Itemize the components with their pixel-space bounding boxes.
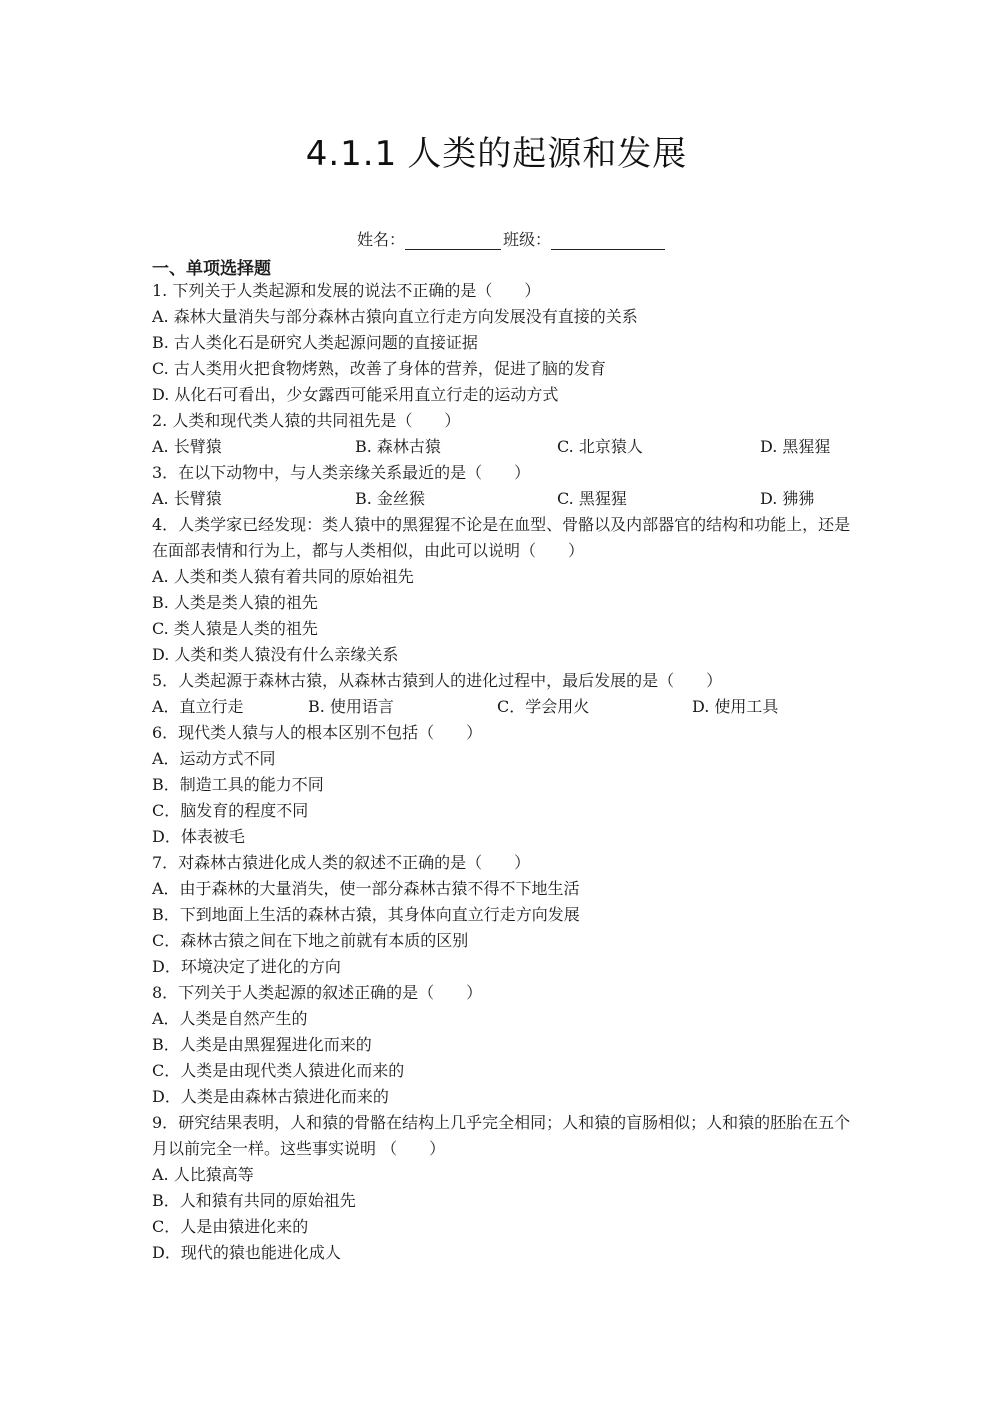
q8-option-d: D．人类是由森林古猿进化而来的 [152,1087,389,1106]
q1-option-a: A. 森林大量消失与部分森林古猿向直立行走方向发展没有直接的关系 [152,307,638,326]
q9-option-c: C．人是由猿进化来的 [152,1217,309,1236]
q3-option-d: D. 狒狒 [760,489,815,508]
question-stem-8: 8．下列关于人类起源的叙述正确的是（ ） [152,983,483,1002]
q6-option-c: C．脑发育的程度不同 [152,801,309,820]
q9-option-a: A. 人比猿高等 [152,1165,254,1184]
q9-option-b: B．人和猿有共同的原始祖先 [152,1191,356,1210]
q2-option-a: A. 长臂猿 [152,437,222,456]
q4-option-c: C. 类人猿是人类的祖先 [152,619,318,638]
q4-option-b: B. 人类是类人猿的祖先 [152,593,318,612]
name-label: 姓名： [357,230,406,249]
page-title [0,126,993,175]
q2-options-row [152,434,852,460]
q7-option-a: A．由于森林的大量消失，使一部分森林古猿不得不下地生活 [152,879,580,898]
title-number: 4.1.1 [305,134,398,174]
q3-options-row [152,486,852,512]
q6-option-d: D．体表被毛 [152,827,245,846]
q8-option-a: A．人类是自然产生的 [152,1009,308,1028]
question-stem-3: 3．在以下动物中，与人类亲缘关系最近的是（ ） [152,463,531,482]
q8-option-b: B．人类是由黑猩猩进化而来的 [152,1035,372,1054]
q7-option-b: B．下到地面上生活的森林古猿，其身体向直立行走方向发展 [152,905,580,924]
question-stem-5: 5．人类起源于森林古猿，从森林古猿到人的进化过程中，最后发展的是（ ） [152,671,723,690]
question-stem-7: 7．对森林古猿进化成人类的叙述不正确的是（ ） [152,853,531,872]
q1-option-d: D. 从化石可看出，少女露西可能采用直立行走的运动方式 [152,385,559,404]
q5-option-d: D. 使用工具 [692,697,779,716]
q1-option-b: B. 古人类化石是研究人类起源问题的直接证据 [152,333,478,352]
q4-option-a: A. 人类和类人猿有着共同的原始祖先 [152,567,414,586]
q5-option-b: B. 使用语言 [308,697,394,716]
name-blank[interactable] [405,231,501,250]
q2-option-c: C. 北京猿人 [557,437,643,456]
question-stem-4: 4．人类学家已经发现：类人猿中的黑猩猩不论是在血型、骨骼以及内部器官的结构和功能上，还是在面部表情和行为上，都与人类相似，由此可以说明（ ） [152,515,851,560]
question-stem-1: 1. 下列关于人类起源和发展的说法不正确的是（ ） [152,281,541,300]
q7-option-c: C．森林古猿之间在下地之前就有本质的区别 [152,931,469,950]
section-title: 一、单项选择题 [152,259,271,279]
q9-option-d: D．现代的猿也能进化成人 [152,1243,341,1262]
q2-option-b: B. 森林古猿 [355,437,441,456]
question-stem-6: 6．现代类人猿与人的根本区别不包括（ ） [152,723,483,742]
question-stem-2: 2. 人类和现代类人猿的共同祖先是（ ） [152,411,461,430]
question-stem-9: 9．研究结果表明，人和猿的骨骼在结构上几乎完全相同；人和猿的盲肠相似；人和猿的胚胎在五个月以前完全一样。这些事实说明 （ ） [152,1113,851,1158]
q1-option-c: C. 古人类用火把食物烤熟，改善了身体的营养，促进了脑的发育 [152,359,606,378]
q5-options-row [152,694,852,720]
class-label: 班级： [503,230,552,249]
q6-option-a: A．运动方式不同 [152,749,276,768]
q5-option-c: C．学会用火 [497,697,590,716]
q2-option-d: D. 黑猩猩 [760,437,831,456]
q3-option-a: A. 长臂猿 [152,489,222,508]
q8-option-c: C．人类是由现代类人猿进化而来的 [152,1061,405,1080]
q5-option-a: A．直立行走 [152,697,244,716]
q4-option-d: D. 人类和类人猿没有什么亲缘关系 [152,645,399,664]
q3-option-c: C. 黑猩猩 [557,489,627,508]
class-blank[interactable] [551,231,665,250]
question-list [152,278,852,1266]
title-text: 人类的起源和发展 [407,134,688,174]
q3-option-b: B. 金丝猴 [355,489,425,508]
q6-option-b: B．制造工具的能力不同 [152,775,324,794]
student-info-bar [357,227,665,250]
q7-option-d: D．环境决定了进化的方向 [152,957,341,976]
